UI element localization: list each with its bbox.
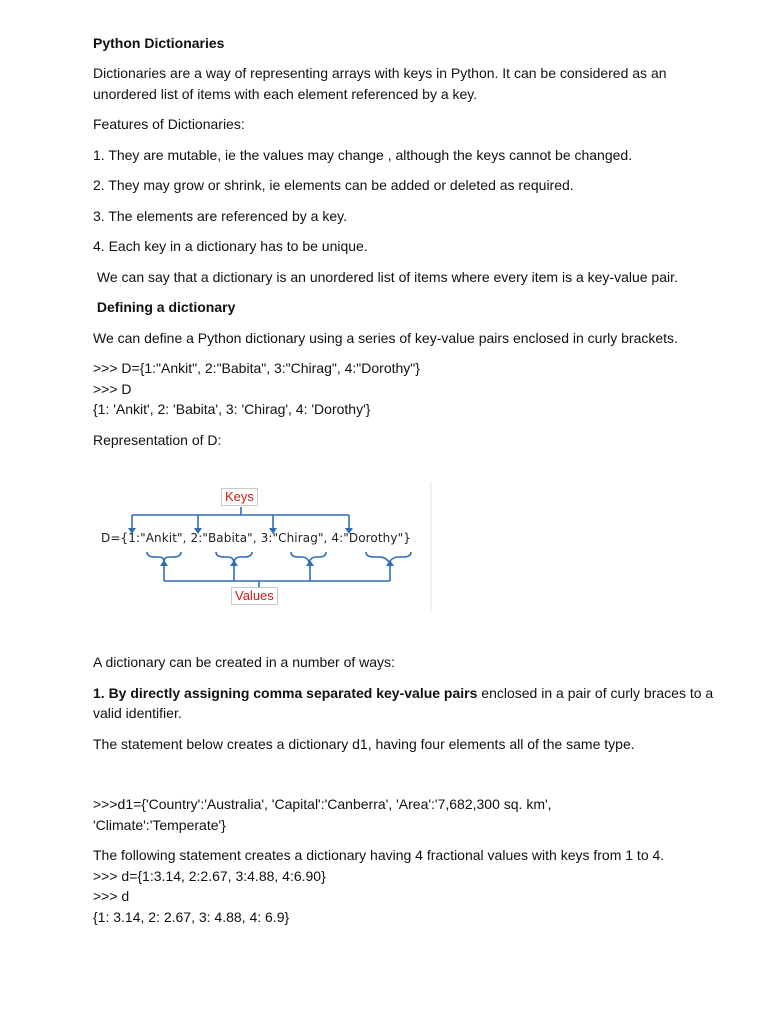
way-1-bold: 1. By directly assigning comma separated key-value pairs [93,684,478,701]
ways-intro: A dictionary can be created in a number of ways: [93,654,395,670]
code-line: >>>d1={'Country':'Australia', 'Capital':'Canberra', 'Area':'7,682,300 sq. km', [93,796,552,812]
feature-item-4: 4. Each key in a dictionary has to be unique. [93,238,368,254]
document-page [93,33,723,927]
code-line: >>> D={1:"Ankit", 2:"Babita", 3:"Chirag", 4:"Dorothy"} [93,360,420,376]
summary-paragraph: We can say that a dictionary is an unordered list of items where every item is a key-value pair. [93,268,678,285]
code-line: >>> D [93,380,132,397]
keys-label: Keys [221,488,258,506]
feature-item-2: 2. They may grow or shrink, ie elements can be added or deleted as required. [93,177,574,193]
feature-item-1: 1. They are mutable, ie the values may change , although the keys cannot be changed. [93,146,633,163]
code-line: >>> d={1:3.14, 2:2.67, 3:4.88, 4:6.90} [93,867,326,884]
page-title: Python Dictionaries [93,35,225,51]
features-heading: Features of Dictionaries: [93,116,245,132]
values-label: Values [231,587,278,605]
defining-heading: Defining a dictionary [93,299,236,315]
intro-paragraph: Dictionaries are a way of representing arrays with keys in Python. It can be considered as an unordered list of items with each element referenced by a key. [93,65,671,102]
code-line: {1: 3.14, 2: 2.67, 3: 4.88, 4: 6.9} [93,908,290,925]
statement-d1: The statement below creates a dictionary d1, having four elements all of the same type. [93,735,635,752]
defining-paragraph: We can define a Python dictionary using a series of key-value pairs enclosed in curly brackets. [93,329,678,346]
figure-code: D={1:"Ankit", 2:"Babita", 3:"Chirag", 4:"Dorothy"} [101,531,411,545]
way-1-rest: enclosed in a pair of curly braces to a valid identifier. [93,684,718,721]
dictionary-diagram [95,482,435,612]
feature-item-3: 3. The elements are referenced by a key. [93,207,347,224]
code-line: {1: 'Ankit', 2: 'Babita', 3: 'Chirag', 4: 'Dorothy'} [93,401,371,417]
code-line: 'Climate':'Temperate'} [93,816,226,833]
representation-label: Representation of D: [93,431,222,448]
statement-fractional: The following statement creates a dictionary having 4 fractional values with keys from 1 to 4. [93,847,665,863]
code-line: >>> d [93,888,130,904]
way-1-paragraph [93,683,723,724]
